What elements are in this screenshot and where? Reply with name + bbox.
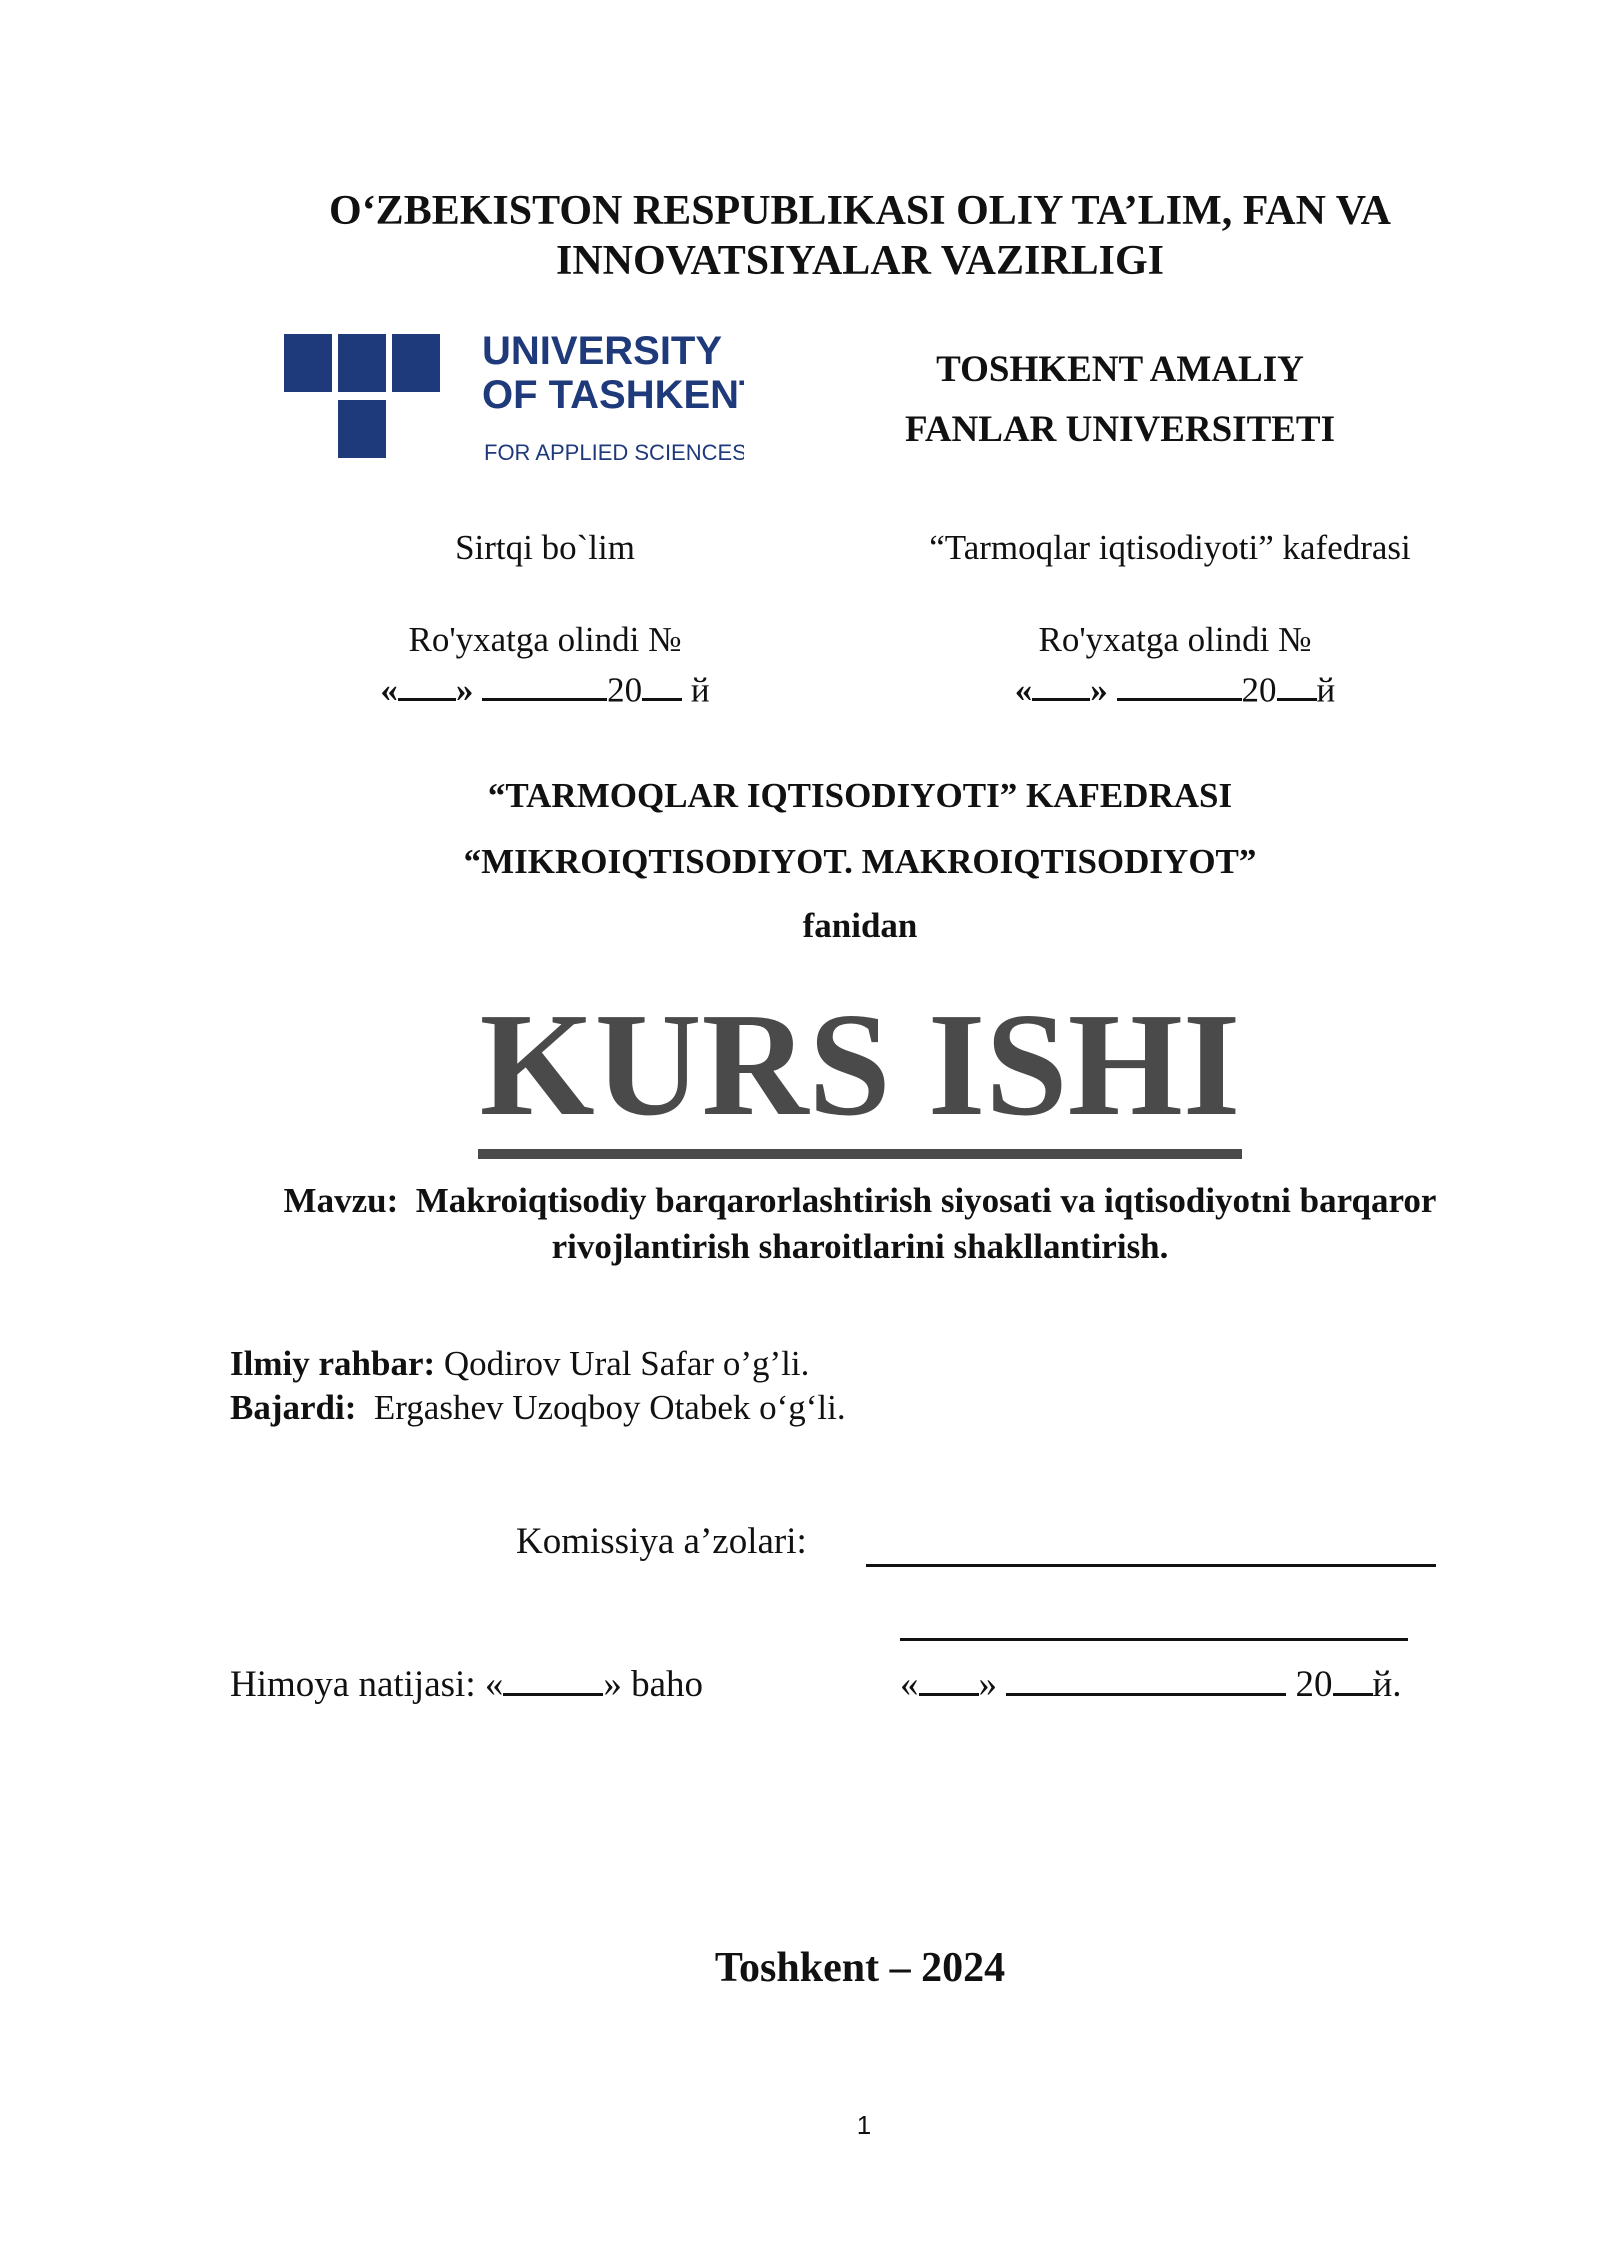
fanidan-label: fanidan (802, 906, 918, 945)
commission-label: Komissiya a’zolari: (516, 1521, 807, 1562)
topic-label: Mavzu: (283, 1181, 399, 1220)
logo-line-3: FOR APPLIED SCIENCES (484, 440, 744, 465)
defense-suffix: » baho (603, 1664, 704, 1706)
document-title (200, 983, 1520, 1147)
university-name (840, 340, 1400, 460)
topic (200, 1178, 1520, 1270)
topic-line-1: Makroiqtisodiy barqarorlashtirish siyosati va iqtisodiyotni barqaror (415, 1181, 1437, 1220)
defense-label: Himoya natijasi: « (230, 1664, 504, 1706)
ministry-line-1: O‘ZBEKISTON RESPUBLIKASI OLIY TA’LIM, FAN VA (329, 188, 1391, 234)
registration-right (960, 615, 1390, 715)
ministry-title (200, 186, 1520, 286)
department-right: “Tarmoqlar iqtisodiyoti” kafedrasi (929, 528, 1411, 567)
commission-signature-line-1 (866, 1564, 1436, 1567)
registration-label: Ro'yxatga olindi № (1038, 620, 1312, 659)
registration-date: « » 20 й (960, 665, 1390, 715)
topic-line-2: rivojlantirish sharoitlarini shakllantirish. (551, 1227, 1169, 1266)
registration-left (330, 615, 760, 715)
author-name: Ergashev Uzoqboy Otabek o‘g‘li. (373, 1388, 846, 1427)
commission-signature-line-2 (900, 1638, 1408, 1641)
registration-label: Ro'yxatga olindi № (408, 620, 682, 659)
university-logo (284, 330, 744, 480)
defense-date: « » 20 й. (900, 1658, 1402, 1706)
supervisor-name: Qodirov Ural Safar o’g’li. (443, 1344, 810, 1383)
supervisor-row (230, 1342, 846, 1386)
defense-result (230, 1658, 703, 1706)
supervisor-label: Ilmiy rahbar: (230, 1344, 436, 1383)
people (230, 1342, 846, 1430)
author-label: Bajardi: (230, 1388, 357, 1427)
city-year: Toshkent – 2024 (714, 1945, 1006, 1991)
logo-line-2: OF TASHKENT (482, 373, 744, 417)
author-row (230, 1386, 846, 1430)
page-number: 1 (856, 2110, 872, 2140)
registration-date: « » 20 й (330, 665, 760, 715)
subject-title: “MIKROIQTISODIYOT. MAKROIQTISODIYOT” (463, 842, 1257, 881)
ministry-line-2: INNOVATSIYALAR VAZIRLIGI (555, 238, 1165, 284)
university-line-1: TOSHKENT AMALIY (936, 349, 1304, 390)
document-title-text: KURS ISHI (478, 983, 1243, 1159)
logo-line-1: UNIVERSITY (482, 330, 723, 373)
logo-mark-icon (284, 330, 744, 480)
university-line-2: FANLAR UNIVERSITETI (904, 409, 1336, 450)
kafedra-title: “TARMOQLAR IQTISODIYOTI” KAFEDRASI (487, 776, 1233, 815)
department-left: Sirtqi bo`lim (455, 528, 635, 567)
